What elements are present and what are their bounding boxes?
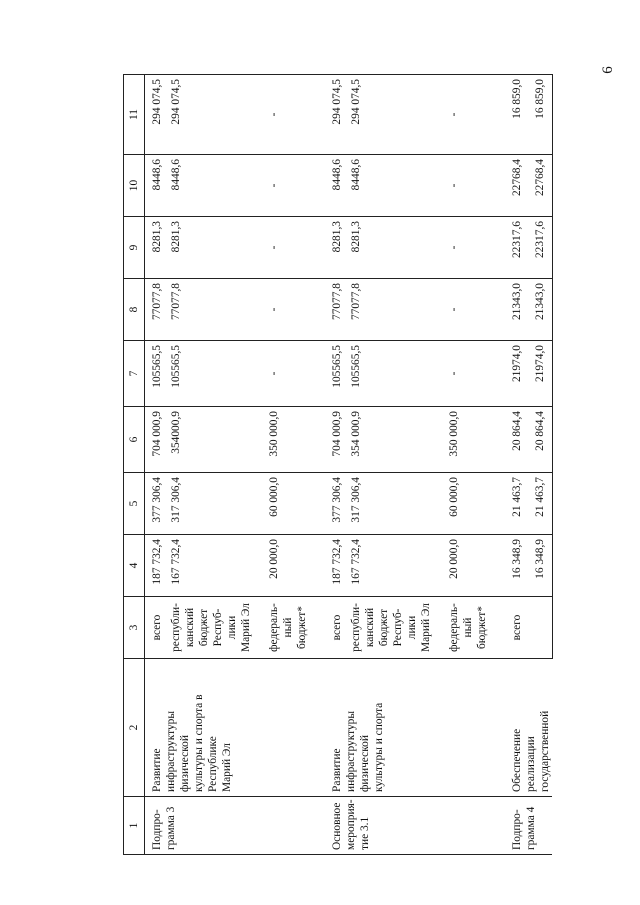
table-row [505, 75, 528, 855]
value-col-4: 16 348,9 [528, 535, 552, 597]
value-col-7: - [253, 341, 309, 407]
value-col-11: 16 859,0 [505, 75, 528, 155]
header-col-6: 6 [124, 407, 145, 473]
value-col-8: 77077,8 [325, 279, 344, 341]
value-col-4: 167 732,4 [344, 535, 433, 597]
value-col-6: 350 000,0 [253, 407, 309, 473]
value-col-10: 8448,6 [325, 155, 344, 217]
funding-source: республи- канский бюджет Респуб- лики Марий Эл [344, 597, 433, 659]
header-row [124, 75, 145, 855]
value-col-7: 21974,0 [528, 341, 552, 407]
value-col-11: - [433, 75, 489, 155]
funding-source: федераль- ный бюджет* [253, 597, 309, 659]
program-name: Подпро- грамма 4 [505, 797, 552, 855]
value-col-6: 354 000,9 [344, 407, 433, 473]
header-col-10: 10 [124, 155, 145, 217]
value-col-8: 77077,8 [164, 279, 253, 341]
table-row-spacer [489, 75, 505, 855]
header-col-9: 9 [124, 217, 145, 279]
value-col-8: 77077,8 [344, 279, 433, 341]
funding-source: республи- канский бюджет Респуб- лики Марий Эл [164, 597, 253, 659]
value-col-9: 8281,3 [145, 217, 165, 279]
value-col-6: 704 000,9 [145, 407, 165, 473]
value-col-9: 8281,3 [344, 217, 433, 279]
value-col-9: - [253, 217, 309, 279]
value-col-8: - [253, 279, 309, 341]
value-col-11: 294 074,5 [325, 75, 344, 155]
value-col-7: - [433, 341, 489, 407]
value-col-11: 294 074,5 [344, 75, 433, 155]
value-col-4: 16 348,9 [505, 535, 528, 597]
funding-source: всего [505, 597, 528, 659]
value-col-5: 317 306,4 [164, 473, 253, 535]
value-col-10: - [433, 155, 489, 217]
value-col-9: 8281,3 [164, 217, 253, 279]
header-col-11: 11 [124, 75, 145, 155]
funding-source: федераль- ный бюджет* [433, 597, 489, 659]
value-col-7: 105565,5 [145, 341, 165, 407]
value-col-9: 22317,6 [528, 217, 552, 279]
value-col-10: 8448,6 [344, 155, 433, 217]
value-col-6: 704 000,9 [325, 407, 344, 473]
value-col-4: 187 732,4 [325, 535, 344, 597]
value-col-11: 294 074,5 [145, 75, 165, 155]
header-col-7: 7 [124, 341, 145, 407]
value-col-5: 21 463,7 [505, 473, 528, 535]
header-col-4: 4 [124, 535, 145, 597]
value-col-9: - [433, 217, 489, 279]
table-row [145, 75, 165, 855]
value-col-7: 105565,5 [344, 341, 433, 407]
header-col-3: 3 [124, 597, 145, 659]
value-col-7: 21974,0 [505, 341, 528, 407]
value-col-10: 22768,4 [505, 155, 528, 217]
header-col-2: 2 [124, 659, 145, 797]
budget-table [123, 74, 553, 855]
value-col-7: 105565,5 [164, 341, 253, 407]
program-name: Подпро- грамма 3 [145, 797, 310, 855]
funding-source [528, 597, 552, 659]
funding-source: всего [325, 597, 344, 659]
table-row-spacer [309, 75, 325, 855]
value-col-8: 21343,0 [505, 279, 528, 341]
value-col-4: 167 732,4 [164, 535, 253, 597]
value-col-9: 8281,3 [325, 217, 344, 279]
page-number: 6 [600, 66, 616, 74]
table-row [325, 75, 344, 855]
rotated-table-stage [123, 55, 588, 855]
value-col-5: 60 000,0 [433, 473, 489, 535]
value-col-6: 350 000,0 [433, 407, 489, 473]
funding-source: всего [145, 597, 165, 659]
program-title: Развитие инфраструктуры физической культуры и спорта в Республике Марий Эл [145, 659, 310, 797]
value-col-11: 16 859,0 [528, 75, 552, 155]
program-title: Обеспечение реализации государственной [505, 659, 552, 797]
value-col-5: 21 463,7 [528, 473, 552, 535]
value-col-5: 377 306,4 [145, 473, 165, 535]
header-col-5: 5 [124, 473, 145, 535]
value-col-4: 187 732,4 [145, 535, 165, 597]
value-col-5: 377 306,4 [325, 473, 344, 535]
value-col-10: 22768,4 [528, 155, 552, 217]
value-col-7: 105565,5 [325, 341, 344, 407]
header-col-8: 8 [124, 279, 145, 341]
value-col-4: 20 000,0 [253, 535, 309, 597]
value-col-10: 8448,6 [164, 155, 253, 217]
value-col-8: - [433, 279, 489, 341]
value-col-6: 20 864,4 [528, 407, 552, 473]
value-col-8: 21343,0 [528, 279, 552, 341]
value-col-10: 8448,6 [145, 155, 165, 217]
value-col-5: 60 000,0 [253, 473, 309, 535]
program-title: Развитие инфраструктуры физической культуры и спорта [325, 659, 489, 797]
value-col-9: 22317,6 [505, 217, 528, 279]
value-col-6: 20 864,4 [505, 407, 528, 473]
value-col-8: 77077,8 [145, 279, 165, 341]
program-name: Основное мероприя- тие 3.1 [325, 797, 489, 855]
value-col-10: - [253, 155, 309, 217]
value-col-11: - [253, 75, 309, 155]
value-col-4: 20 000,0 [433, 535, 489, 597]
value-col-5: 317 306,4 [344, 473, 433, 535]
header-col-1: 1 [124, 797, 145, 855]
value-col-6: 354000,9 [164, 407, 253, 473]
value-col-11: 294 074,5 [164, 75, 253, 155]
